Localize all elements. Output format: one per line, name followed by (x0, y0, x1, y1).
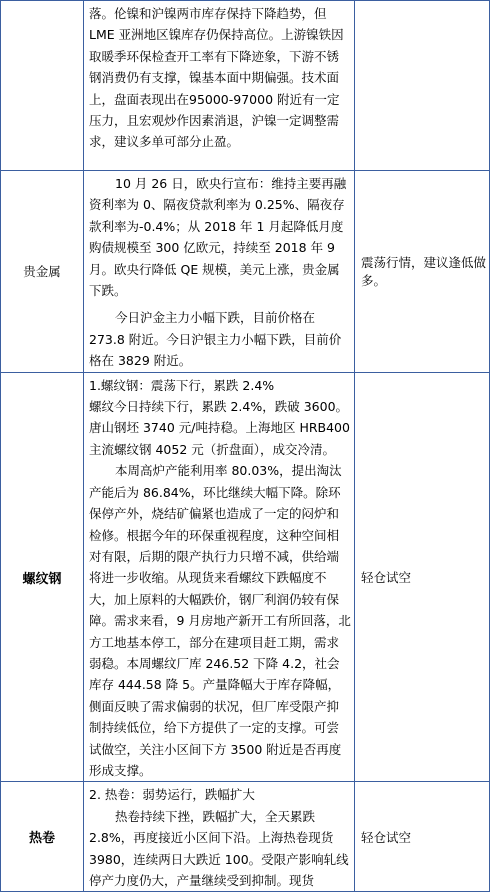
category-cell (1, 1, 84, 171)
advice-cell: 震荡行情，建议逢低做多。 (355, 171, 490, 373)
advice-cell (355, 1, 490, 171)
table-row-precious-metals (1, 171, 490, 373)
analysis-cell (84, 1, 355, 171)
table-row-hot-coil (1, 782, 490, 892)
table-row-rebar (1, 372, 490, 782)
advice-cell: 轻仓试空 (355, 782, 490, 892)
analysis-cell (84, 372, 355, 782)
advice-cell: 轻仓试空 (355, 372, 490, 782)
analysis-paragraph: 10 月 26 日，欧央行宣布：维持主要再融资利率为 0、隔夜贷款利率为 0.25%、隔夜存 款利率为-0.4%；从 2018 年 1 月起降低月度购债规模至 300 亿欧元，持续至 2018 年 9 月。欧央行降低 QE 规模，美元上涨，贵金属下跌。 (89, 176, 347, 299)
analysis-paragraph: 本周高炉产能利用率 80.03%，提出淘汰产能后为 86.84%，环比继续大幅下降。除环保停产外，烧结矿偏紧也造成了一定的闷炉和检修。根据今年的环保重视程度，这种空间相对有限，后期的限产执行力只增不减，供给端将进一步收缩。从现货来看螺纹下跌幅度不大，加上原料的大幅跌价，钢厂利润仍较有保障。需求来看，9 月房地产新开工有所回落，北方工地基本停工，部分在建项目赶工期，需求弱稳。本周螺纹厂库 246.52 下降 4.2，社会库存 444.58 降 5。产量降幅大于库存降幅，侧面反映了需求偏弱的状况，但厂库受限产抑制持续低位，给下方提供了一定的支撑。可尝试做空，关注小区间下方 3500 附近是否再度形成支撑。 (89, 463, 351, 778)
table-row-nickel (1, 1, 490, 171)
analysis-cell (84, 782, 355, 892)
analysis-heading: 2. 热卷：弱势运行，跌幅扩大 (89, 787, 255, 803)
category-cell: 螺纹钢 (1, 372, 84, 782)
analysis-cell (84, 171, 355, 373)
analysis-paragraph: 今日沪金主力小幅下跌，目前价格在 273.8 附近。今日沪银主力小幅下跌，目前价格在 3829 附近。 (89, 310, 342, 369)
analysis-paragraph: 热卷持续下挫，跌幅扩大，全天累跌 2.8%，再度接近小区间下沿。上海热卷现货 3980，连续两日大跌近 100。受限产影响轧线停产力度仍大，产量继续受到抑制。现货 (89, 808, 349, 888)
category-cell: 热卷 (1, 782, 84, 892)
analysis-paragraph: 螺纹今日持续下行，累跌 2.4%，跌破 3600。唐山钢坯 3740 元/吨持稳。上海地区 HRB400 主流螺纹钢 4052 元（折盘面），成交冷清。 (89, 399, 350, 457)
analysis-paragraph: 落。伦镍和沪镍两市库存保持下降趋势，但 LME 亚洲地区镍库存仍保持高位。上游镍铁因取暖季环保检查开工率有下降迹象，下游不锈钢消费仍有支撑，镍基本面中期偏强。技术面上，盘面表现出在95000-97000 附近有一定压力，且宏观炒作因素消退，沪镍一定调整需求，建议多单可部分止盈。 (89, 6, 344, 150)
category-cell: 贵金属 (1, 171, 84, 373)
analysis-heading: 1.螺纹钢：震荡下行，累跌 2.4% (89, 377, 275, 393)
